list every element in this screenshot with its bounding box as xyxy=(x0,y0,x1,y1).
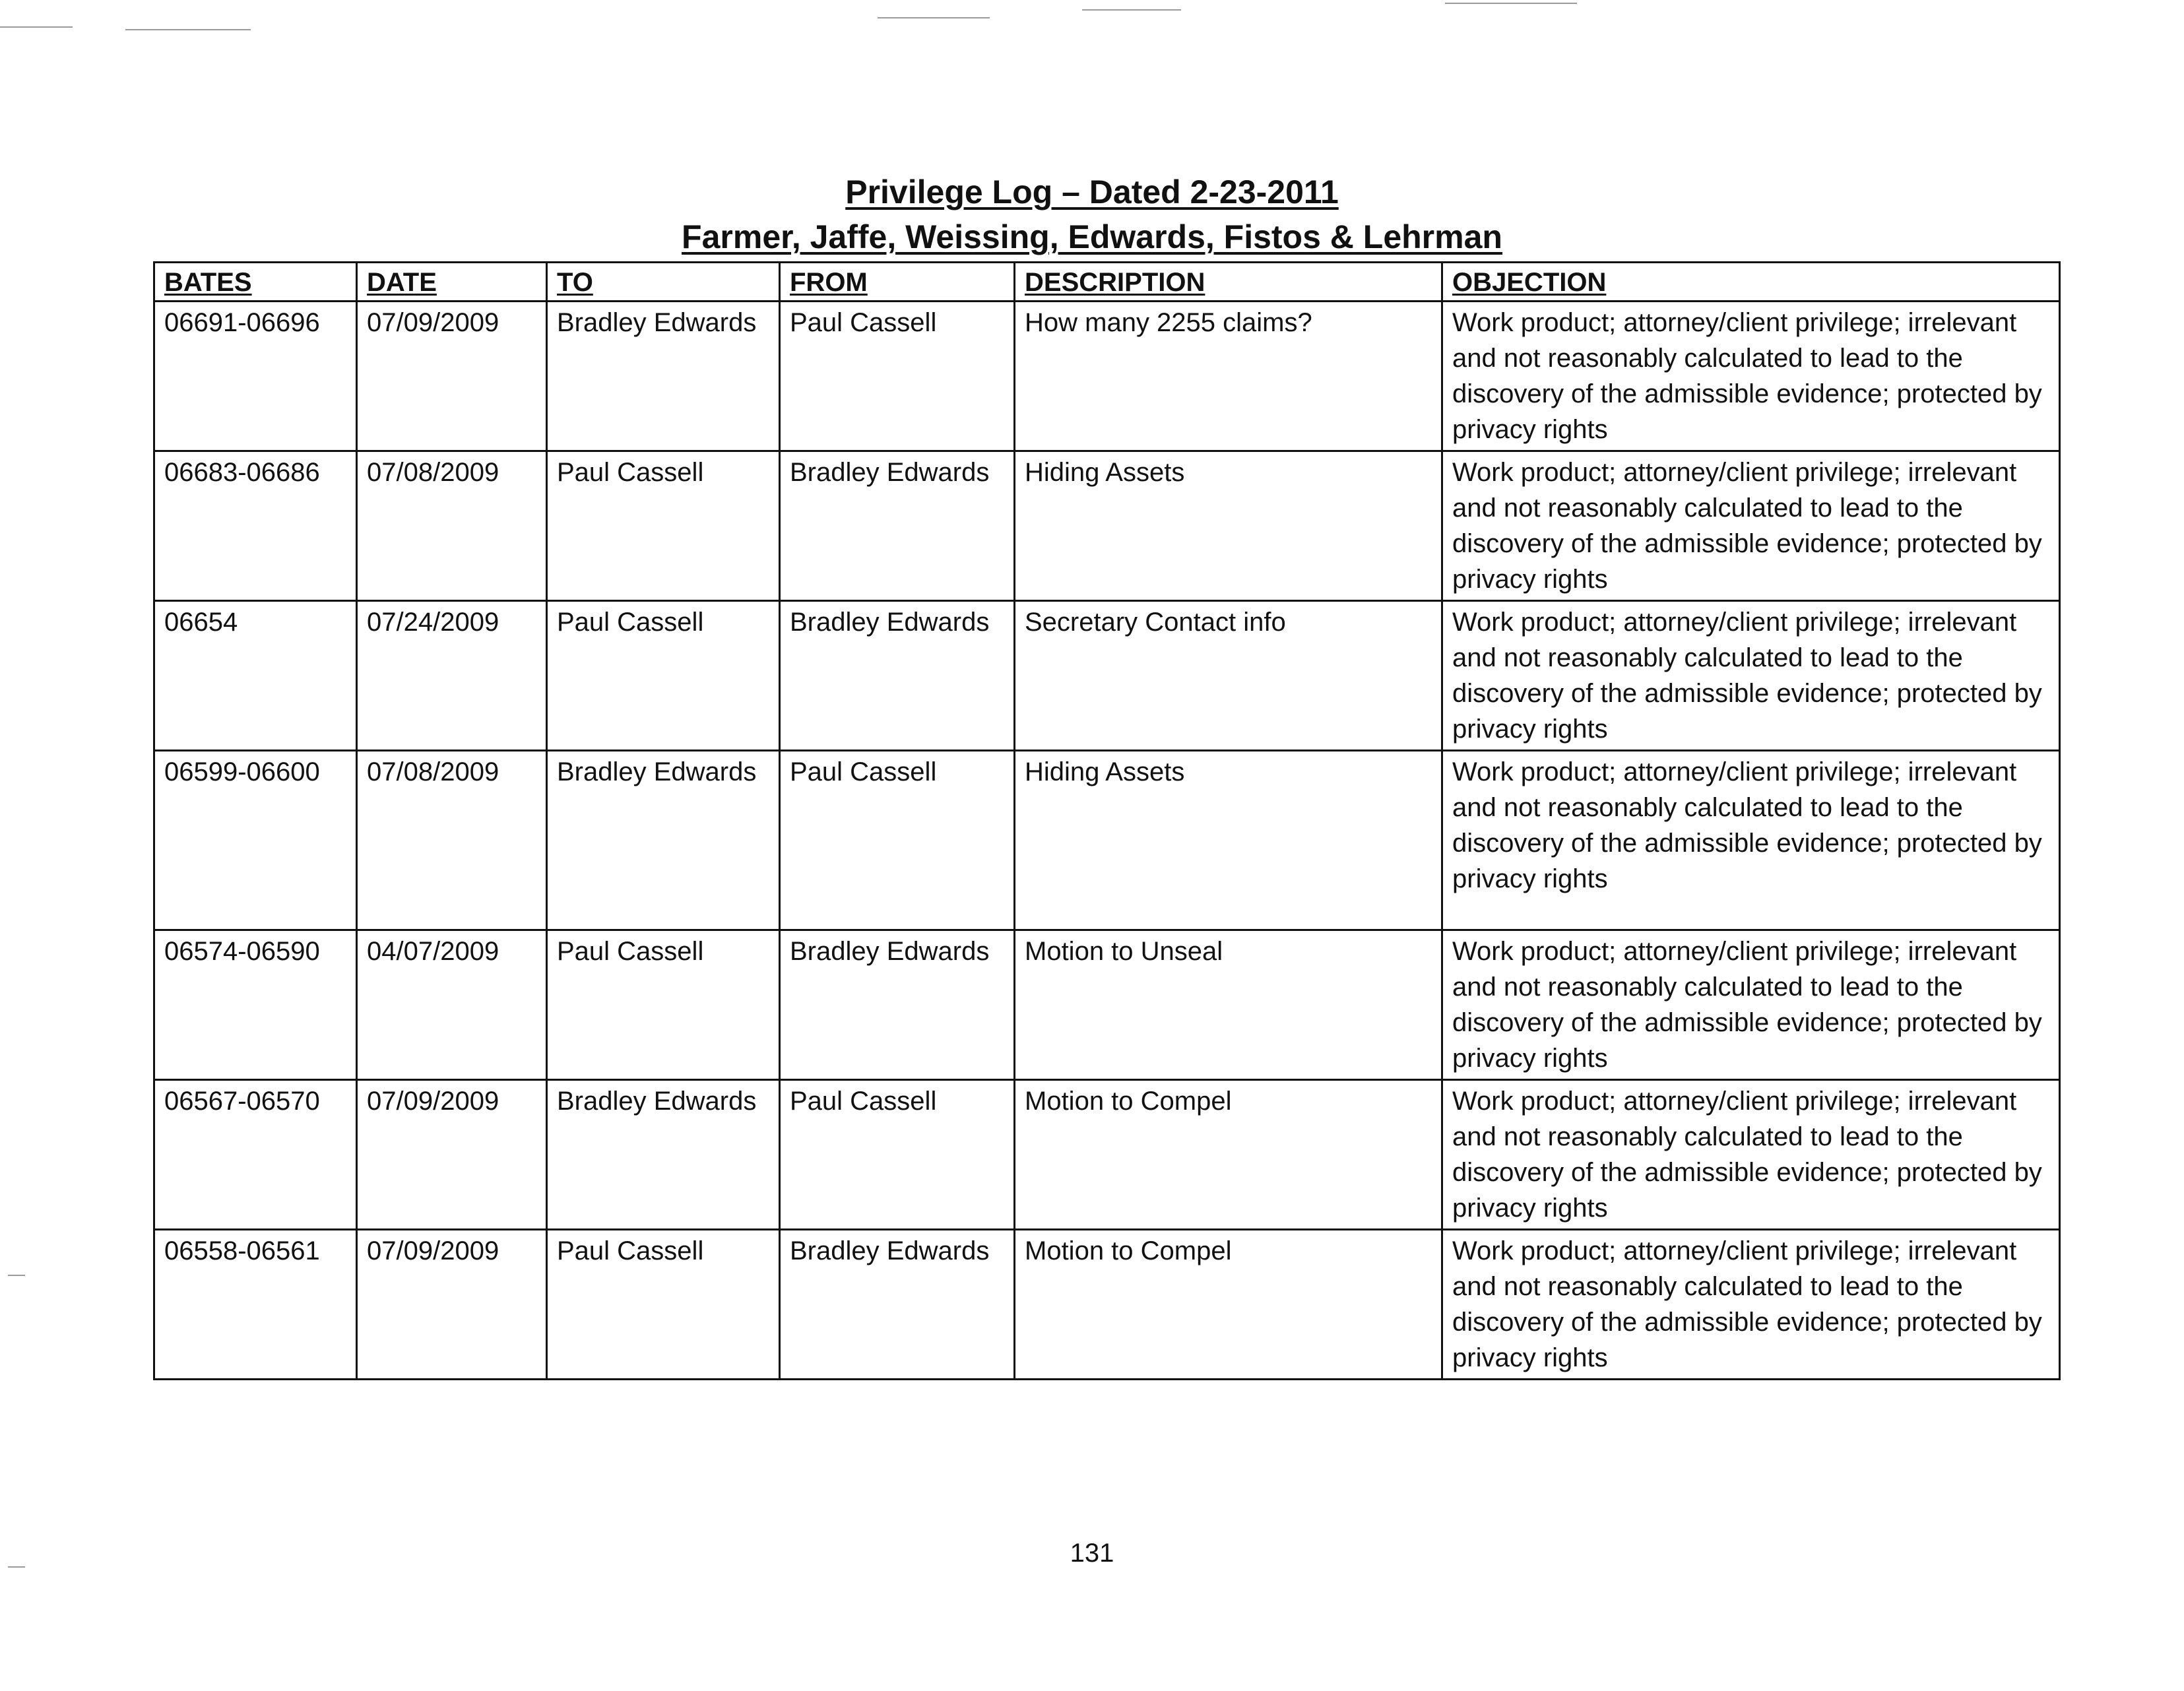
objection-cell: Work product; attorney/client privilege; irrelevant and not reasonably calculated to lead to the discovery of the admissible evidence; protected by privacy rights xyxy=(1442,1080,2060,1230)
scan-artifact xyxy=(1082,9,1181,11)
from-cell: Bradley Edwards xyxy=(780,601,1015,751)
to-cell: Bradley Edwards xyxy=(547,302,780,451)
description-cell: How many 2255 claims? xyxy=(1015,302,1442,451)
column-header-bates: BATES xyxy=(154,263,357,302)
date-cell: 07/09/2009 xyxy=(357,1080,547,1230)
date-cell: 07/24/2009 xyxy=(357,601,547,751)
table-row xyxy=(154,601,2060,751)
page-title: Privilege Log – Dated 2-23-2011 xyxy=(845,174,1339,210)
description-cell: Secretary Contact info xyxy=(1015,601,1442,751)
scan-artifact xyxy=(125,29,251,30)
from-cell: Bradley Edwards xyxy=(780,451,1015,601)
date-cell: 07/09/2009 xyxy=(357,302,547,451)
to-cell: Bradley Edwards xyxy=(547,1080,780,1230)
column-header-date: DATE xyxy=(357,263,547,302)
bates-cell: 06599-06600 xyxy=(154,751,357,930)
column-header-from: FROM xyxy=(780,263,1015,302)
objection-cell: Work product; attorney/client privilege; irrelevant and not reasonably calculated to lead to the discovery of the admissible evidence; protected by privacy rights xyxy=(1442,451,2060,601)
description-cell: Hiding Assets xyxy=(1015,451,1442,601)
bates-cell: 06574-06590 xyxy=(154,930,357,1080)
bates-cell: 06683-06686 xyxy=(154,451,357,601)
page-subtitle: Farmer, Jaffe, Weissing, Edwards, Fistos & Lehrman xyxy=(682,218,1502,255)
to-cell: Paul Cassell xyxy=(547,1230,780,1380)
privilege-log-table xyxy=(153,261,2061,1380)
to-cell: Bradley Edwards xyxy=(547,751,780,930)
to-cell: Paul Cassell xyxy=(547,601,780,751)
description-cell: Hiding Assets xyxy=(1015,751,1442,930)
from-cell: Paul Cassell xyxy=(780,751,1015,930)
objection-cell: Work product; attorney/client privilege; irrelevant and not reasonably calculated to lead to the discovery of the admissible evidence; protected by privacy rights xyxy=(1442,1230,2060,1380)
bates-cell: 06691-06696 xyxy=(154,302,357,451)
bates-cell: 06558-06561 xyxy=(154,1230,357,1380)
from-cell: Bradley Edwards xyxy=(780,930,1015,1080)
date-cell: 07/08/2009 xyxy=(357,751,547,930)
objection-cell: Work product; attorney/client privilege; irrelevant and not reasonably calculated to lead to the discovery of the admissible evidence; protected by privacy rights xyxy=(1442,930,2060,1080)
bates-cell: 06654 xyxy=(154,601,357,751)
table-row xyxy=(154,451,2060,601)
from-cell: Paul Cassell xyxy=(780,1080,1015,1230)
date-cell: 04/07/2009 xyxy=(357,930,547,1080)
table-row xyxy=(154,1080,2060,1230)
date-cell: 07/08/2009 xyxy=(357,451,547,601)
table-row xyxy=(154,930,2060,1080)
bates-cell: 06567-06570 xyxy=(154,1080,357,1230)
from-cell: Paul Cassell xyxy=(780,302,1015,451)
objection-cell: Work product; attorney/client privilege; irrelevant and not reasonably calculated to lead to the discovery of the admissible evidence; protected by privacy rights xyxy=(1442,751,2060,930)
scan-artifact xyxy=(878,17,990,18)
objection-cell: Work product; attorney/client privilege; irrelevant and not reasonably calculated to lead to the discovery of the admissible evidence; protected by privacy rights xyxy=(1442,302,2060,451)
column-header-to: TO xyxy=(547,263,780,302)
scan-artifact xyxy=(8,1275,25,1276)
description-cell: Motion to Compel xyxy=(1015,1080,1442,1230)
column-header-description: DESCRIPTION xyxy=(1015,263,1442,302)
scan-artifact xyxy=(0,26,73,28)
page-number: 131 xyxy=(1070,1539,1114,1568)
from-cell: Bradley Edwards xyxy=(780,1230,1015,1380)
description-cell: Motion to Compel xyxy=(1015,1230,1442,1380)
objection-cell: Work product; attorney/client privilege; irrelevant and not reasonably calculated to lead to the discovery of the admissible evidence; protected by privacy rights xyxy=(1442,601,2060,751)
date-cell: 07/09/2009 xyxy=(357,1230,547,1380)
scan-artifact xyxy=(1445,3,1577,4)
table-row xyxy=(154,751,2060,930)
column-header-objection: OBJECTION xyxy=(1442,263,2060,302)
table-header-row xyxy=(154,263,2060,302)
description-cell: Motion to Unseal xyxy=(1015,930,1442,1080)
table-row xyxy=(154,1230,2060,1380)
to-cell: Paul Cassell xyxy=(547,451,780,601)
table-row xyxy=(154,302,2060,451)
to-cell: Paul Cassell xyxy=(547,930,780,1080)
